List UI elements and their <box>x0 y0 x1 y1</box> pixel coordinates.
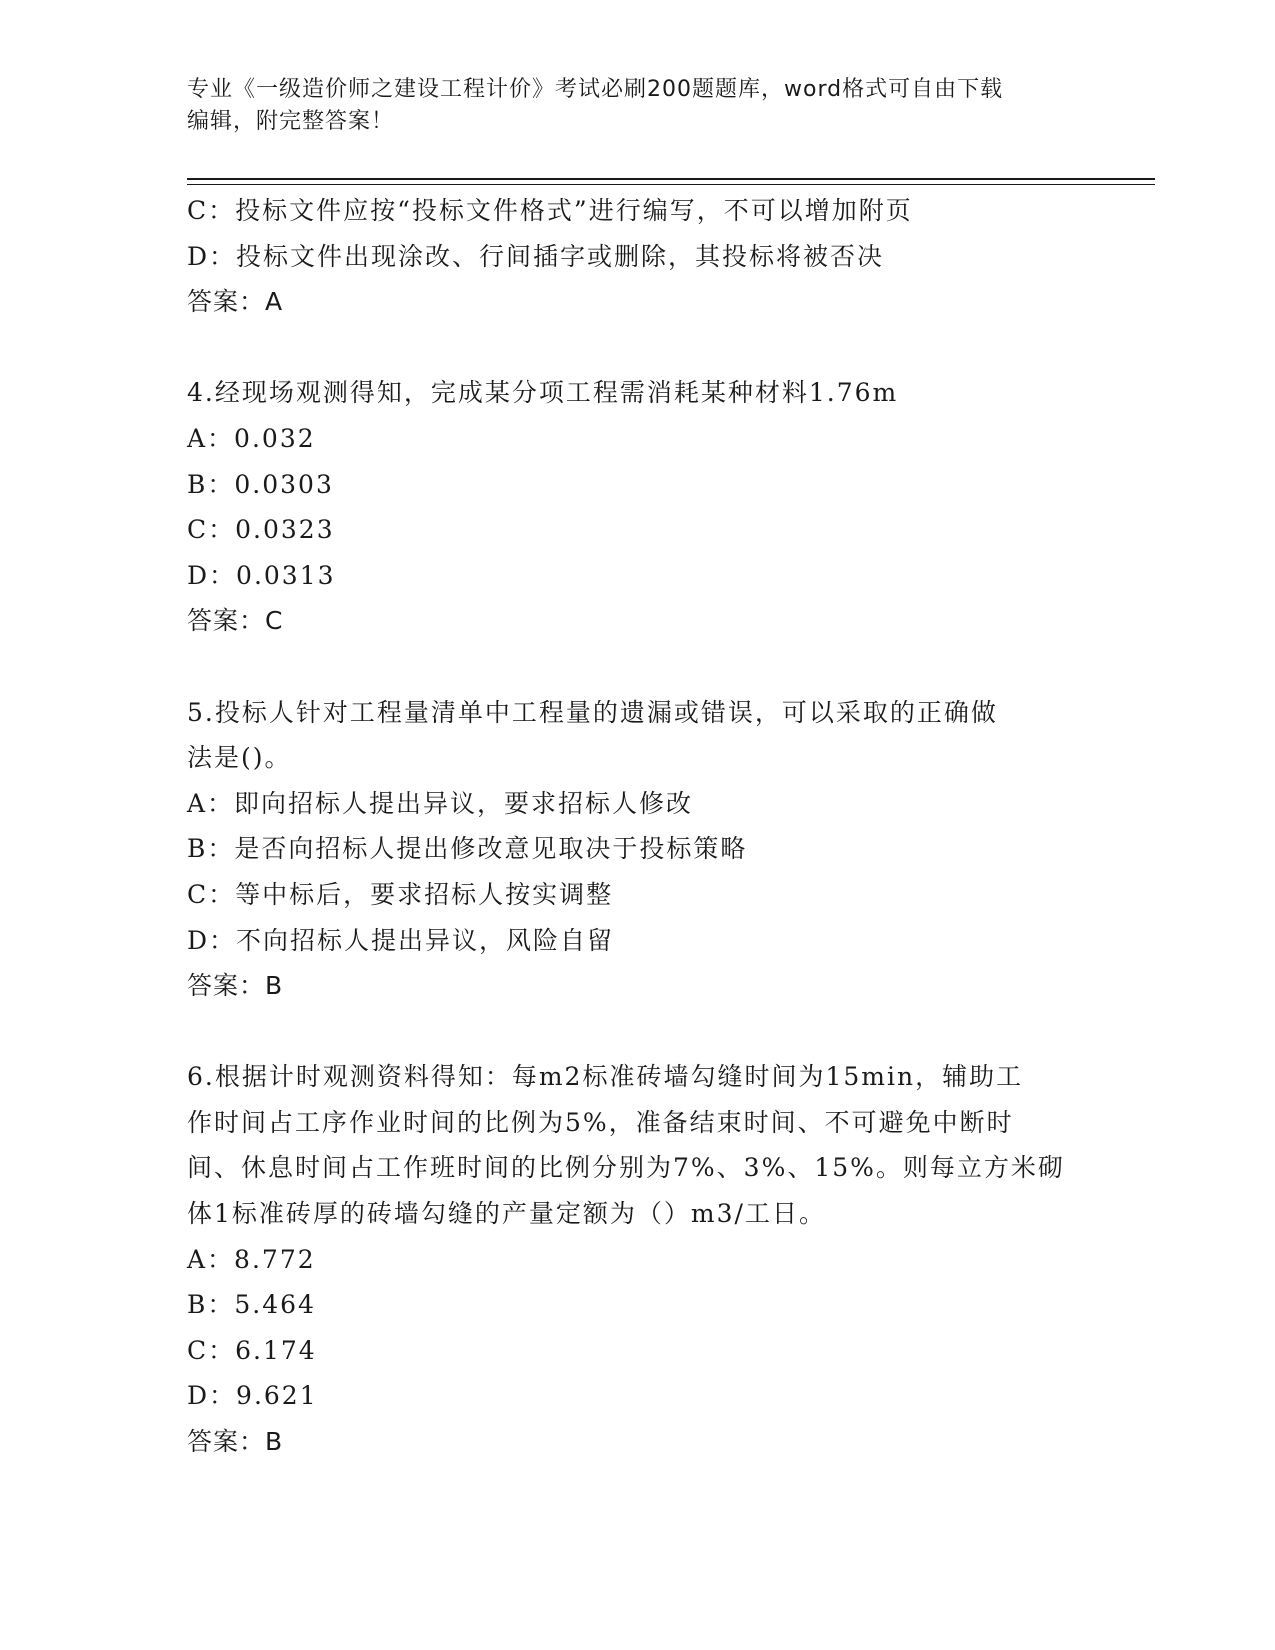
q5-stem-line-1: 5.投标人针对工程量清单中工程量的遗漏或错误，可以采取的正确做 <box>187 697 998 727</box>
q3-answer: 答案：A <box>187 287 284 317</box>
q6-option-b: B：5.464 <box>187 1290 316 1320</box>
header-rule-thick <box>187 178 1155 180</box>
question-list <box>187 188 1087 1465</box>
q6-stem-line-4: 体1标准砖厚的砖墙勾缝的产量定额为（）m3/工日。 <box>187 1199 826 1229</box>
q3-option-d: D：投标文件出现涂改、行间插字或删除，其投标将被否决 <box>187 241 885 271</box>
question-6 <box>187 1054 1087 1464</box>
q4-option-d: D：0.0313 <box>187 560 336 590</box>
question-spacer <box>187 1009 1087 1055</box>
q5-option-c: C：等中标后，要求招标人按实调整 <box>187 879 614 909</box>
q6-stem-line-1: 6.根据计时观测资料得知：每m2标准砖墙勾缝时间为15min，辅助工 <box>187 1062 1024 1092</box>
q4-option-a: A：0.032 <box>187 423 316 453</box>
q6-option-d: D：9.621 <box>187 1381 318 1411</box>
q4-stem: 4.经现场观测得知，完成某分项工程需消耗某种材料1.76m <box>187 378 899 408</box>
header-line-2: 编辑，附完整答案！ <box>187 109 395 134</box>
question-spacer <box>187 644 1087 690</box>
q6-option-a: A：8.772 <box>187 1244 316 1274</box>
q6-answer: 答案：B <box>187 1427 284 1457</box>
header-line-1: 专业《一级造价师之建设工程计价》考试必刷200题题库，word格式可自由下载 <box>187 77 1004 102</box>
question-5 <box>187 690 1087 1009</box>
q6-stem-line-2: 作时间占工序作业时间的比例为5%，准备结束时间、不可避免中断时 <box>187 1107 1014 1137</box>
q5-option-d: D：不向招标人提出异议，风险自留 <box>187 925 615 955</box>
q5-stem-line-2: 法是()。 <box>187 743 292 773</box>
q3-option-c: C：投标文件应按“投标文件格式”进行编写，不可以增加附页 <box>187 196 913 225</box>
q4-answer: 答案：C <box>187 606 284 636</box>
q6-option-c: C：6.174 <box>187 1335 317 1365</box>
q5-option-b: B：是否向招标人提出修改意见取决于投标策略 <box>187 834 748 864</box>
q4-option-b: B：0.0303 <box>187 469 334 499</box>
q5-answer: 答案：B <box>187 971 284 1001</box>
q6-stem-line-3: 间、休息时间占工作班时间的比例分别为7%、3%、15%。则每立方米砌 <box>187 1153 1065 1183</box>
question-4 <box>187 370 1087 644</box>
header-rule-thin <box>187 184 1155 185</box>
document-header <box>187 74 1087 138</box>
question-3 <box>187 188 1087 325</box>
q4-option-c: C：0.0323 <box>187 515 335 545</box>
question-spacer <box>187 325 1087 371</box>
q5-option-a: A：即向招标人提出异议，要求招标人修改 <box>187 788 694 818</box>
